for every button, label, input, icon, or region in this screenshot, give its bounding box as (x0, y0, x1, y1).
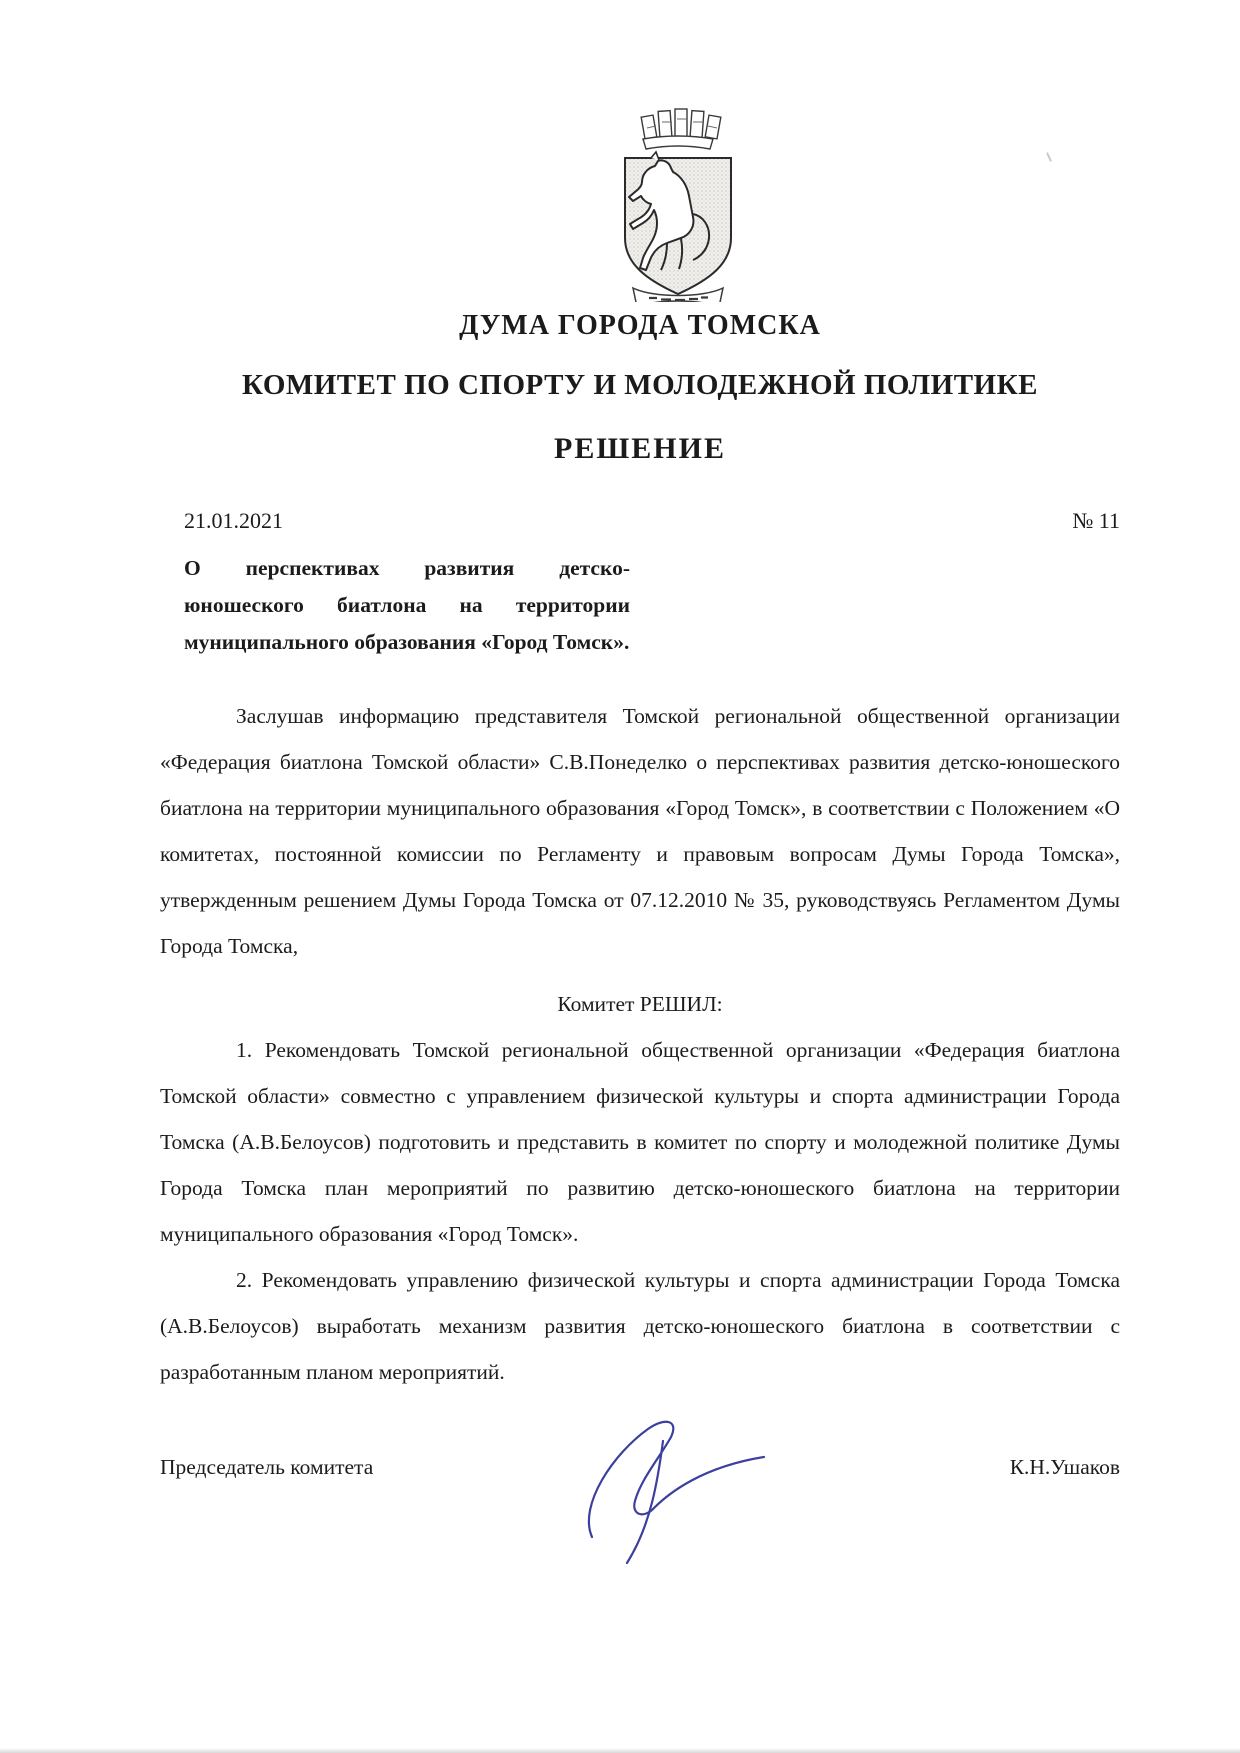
document-content (0, 102, 1240, 1647)
emblem-block (198, 102, 1158, 302)
crown-icon (641, 109, 721, 149)
document-number: № 11 (1072, 508, 1120, 533)
resolution-heading: Комитет РЕШИЛ: (557, 992, 723, 1016)
scan-bottom-edge (0, 1748, 1240, 1753)
resolution-item-2: 2. Рекомендовать управлению физической культуры и спорта администрации Города Томска (А.В.Белоусов) выработать механизм развития детско-юношеского биатлона в соответствии с разработанным планом мероприятий. (160, 1268, 1120, 1384)
document-type-title: РЕШЕНИЕ (554, 432, 726, 465)
document-date: 21.01.2021 (184, 508, 283, 533)
handwritten-signature-icon (568, 1407, 818, 1582)
meta-row (160, 508, 1120, 534)
document-subject: О перспективах развития детско-юношеского биатлона на территории муниципального образования «Город Томск». (184, 556, 630, 654)
signature-block (160, 1407, 1120, 1647)
resolution-item-1: 1. Рекомендовать Томской региональной общественной организации «Федерация биатлона Томской области» совместно с управлением физической культуры и спорта администрации Города Томска (А.В.Белоусов) подготовить и представить в комитет по спорту и молодежной политике Думы Города Томска план мероприятий по развитию детско-юношеского биатлона на территории муниципального образования «Город Томск». (160, 1038, 1120, 1246)
tomsk-coat-of-arms-icon (593, 102, 763, 302)
organization-title: ДУМА ГОРОДА ТОМСКА (459, 310, 821, 341)
signer-position: Председатель комитета (160, 1455, 374, 1479)
signer-name: К.Н.Ушаков (1009, 1455, 1120, 1479)
preamble-paragraph: Заслушав информацию представителя Томской региональной общественной организации «Федерация биатлона Томской области» С.В.Понеделко о перспективах развития детско-юношеского биатлона на территории муниципального образования «Город Томск», в соответствии с Положением «О комитетах, постоянной комиссии по Регламенту и правовым вопросам Думы Города Томска», утвержденным решением Думы Города Томска от 07.12.2010 № 35, руководствуясь Регламентом Думы Города Томска, (160, 704, 1120, 958)
committee-title: КОМИТЕТ ПО СПОРТУ И МОЛОДЕЖНОЙ ПОЛИТИКЕ (242, 369, 1038, 401)
